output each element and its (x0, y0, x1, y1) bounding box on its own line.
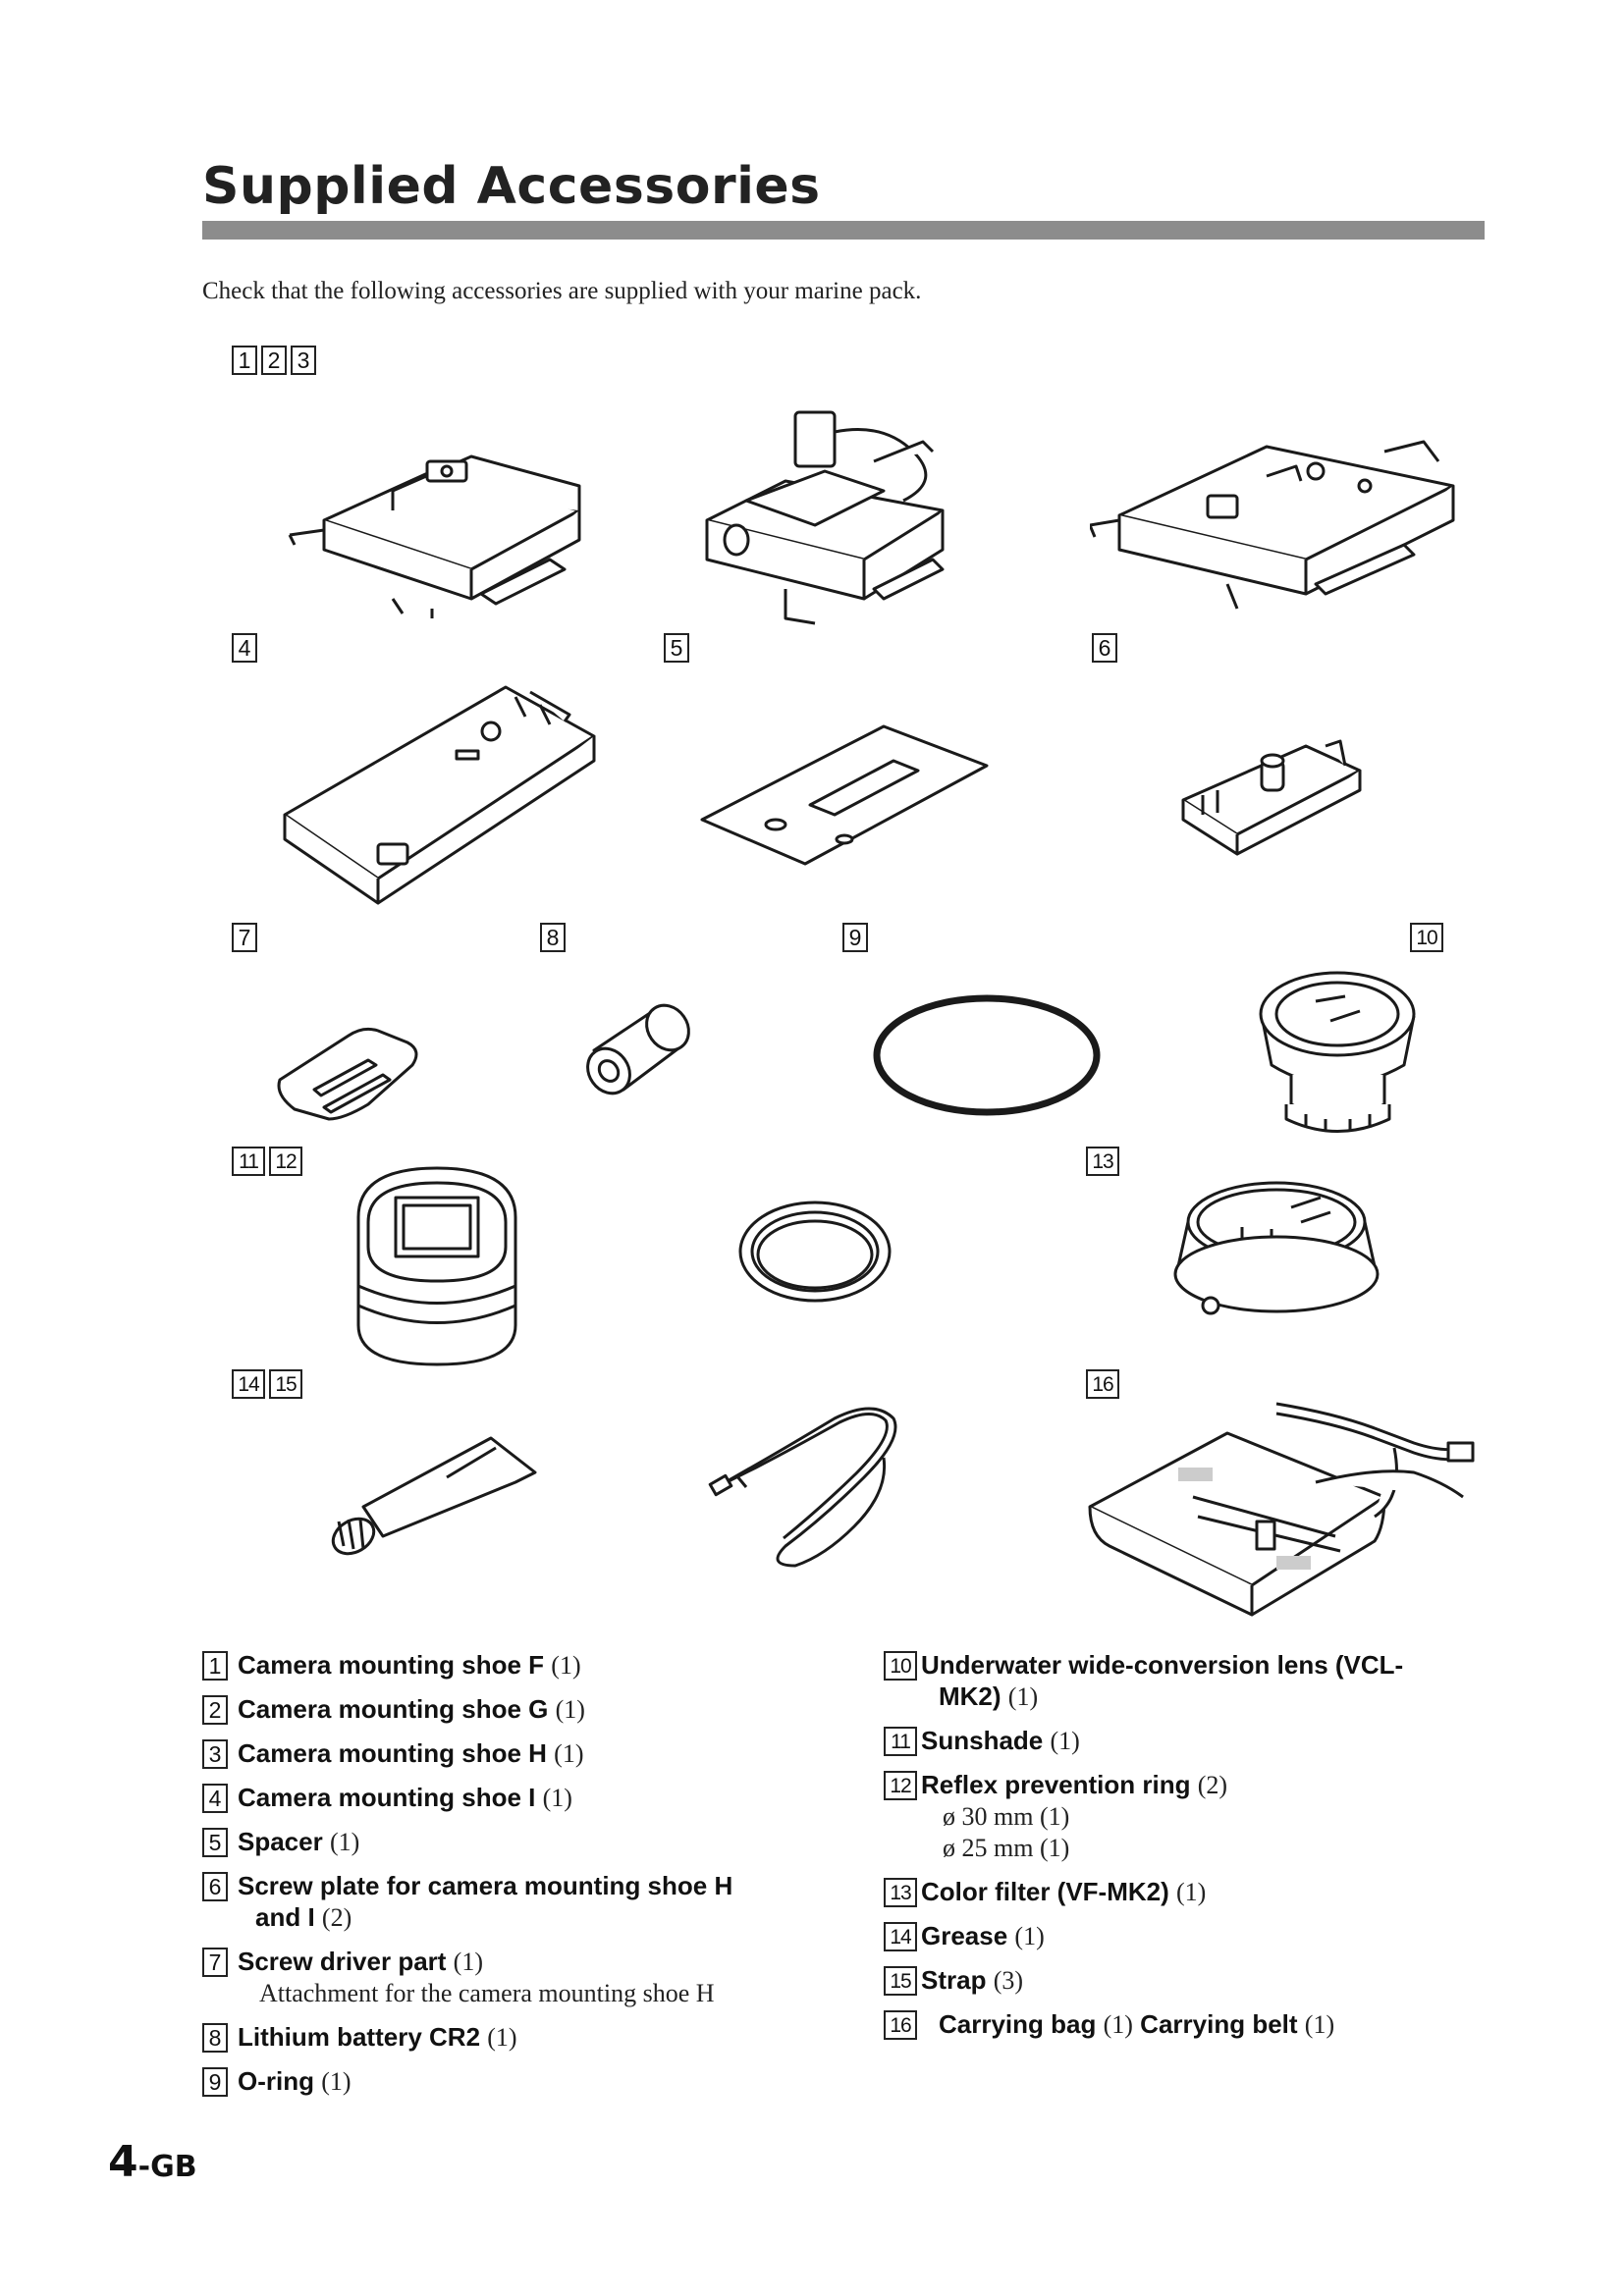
item-name: Camera mounting shoe G (238, 1694, 549, 1724)
grease-tube-illustration (324, 1423, 550, 1561)
item-name: Spacer (238, 1827, 323, 1856)
camera-mounting-shoe-h-illustration (1090, 388, 1463, 614)
item-qty: (1) (1007, 1682, 1039, 1711)
intro-text: Check that the following accessories are supplied with your marine pack. (202, 278, 922, 304)
title-rule (202, 221, 1485, 240)
item-number: 2 (202, 1695, 228, 1725)
color-filter-illustration (1164, 1168, 1389, 1325)
page-title: Supplied Accessories (202, 157, 821, 216)
list-item (884, 1725, 1473, 1757)
list-item (884, 1876, 1473, 1908)
item-name-continued: and I (255, 1902, 315, 1932)
figure-label-1: 1 (232, 346, 257, 375)
item-number: 5 (202, 1828, 228, 1857)
list-item (884, 1649, 1473, 1713)
item-note: Attachment for the camera mounting shoe H (259, 1979, 715, 2007)
wide-conversion-lens-illustration (1247, 957, 1424, 1144)
item-qty: (1) (1176, 1878, 1207, 1906)
item-number: 9 (202, 2067, 228, 2097)
label-4 (232, 633, 257, 663)
item-qty: (1) (453, 1948, 483, 1976)
item-name-continued: MK2) (939, 1682, 1001, 1711)
camera-mounting-shoe-g-illustration (687, 393, 1001, 628)
figure-label-11: 11 (232, 1147, 265, 1176)
item-name: Grease (921, 1921, 1008, 1950)
item-number: 10 (884, 1651, 917, 1681)
list-item (202, 2021, 831, 2054)
item-number: 1 (202, 1651, 228, 1681)
list-item (884, 1920, 1473, 1952)
item-qty: (1) (321, 2067, 352, 2096)
item-qty: (1) (329, 1828, 360, 1856)
figure-label-7: 7 (232, 923, 257, 952)
item-name: Screw plate for camera mounting shoe H (238, 1871, 733, 1900)
item-sub-25mm: ø 25 mm (1) (943, 1834, 1070, 1862)
list-item (884, 1769, 1473, 1864)
page-number-value: 4 (108, 2137, 138, 2187)
label-8 (540, 923, 566, 952)
figure-label-3: 3 (291, 346, 316, 375)
screw-plate-illustration (1178, 726, 1365, 864)
label-13 (1086, 1147, 1119, 1176)
carrying-bag-and-belt-illustration (1080, 1389, 1483, 1625)
figure-label-6: 6 (1092, 633, 1117, 663)
item-qty: (1) (542, 1784, 572, 1812)
item-number: 7 (202, 1948, 228, 1977)
o-ring-illustration (869, 991, 1105, 1119)
lithium-battery-illustration (579, 996, 697, 1104)
strap-illustration (707, 1399, 913, 1575)
figure-label-2: 2 (261, 346, 287, 375)
figure-label-4: 4 (232, 633, 257, 663)
item-number: 3 (202, 1739, 228, 1769)
list-item (202, 1649, 831, 1682)
accessory-list-left (202, 1649, 831, 2109)
figure-label-16: 16 (1086, 1369, 1119, 1399)
page-number-suffix: -GB (137, 2150, 197, 2184)
figure-label-13: 13 (1086, 1147, 1119, 1176)
reflex-prevention-ring-illustration (736, 1198, 893, 1306)
list-item (202, 1782, 831, 1814)
label-6 (1092, 633, 1117, 663)
item-qty: (3) (993, 1966, 1024, 1995)
sunshade-illustration (349, 1158, 525, 1369)
figure-label-10: 10 (1410, 923, 1443, 952)
page-number (108, 2137, 197, 2187)
item-name: Camera mounting shoe F (238, 1650, 545, 1680)
item-number: 6 (202, 1872, 228, 1901)
list-item (202, 1693, 831, 1726)
item-number: 16 (884, 2010, 917, 2040)
item-qty: (1) (487, 2023, 517, 2052)
label-10 (1410, 923, 1443, 952)
item-qty: (1) (551, 1651, 581, 1680)
item-number: 13 (884, 1878, 917, 1907)
accessory-list-right (884, 1649, 1473, 2053)
list-item (884, 1964, 1473, 1997)
figure-label-8: 8 (540, 923, 566, 952)
label-group-1-2-3 (232, 346, 316, 375)
item-qty: (2) (1197, 1771, 1228, 1799)
item-name: Lithium battery CR2 (238, 2022, 481, 2052)
list-item (884, 2008, 1473, 2041)
item-name: O-ring (238, 2066, 314, 2096)
spacer-illustration (697, 721, 992, 869)
item-qty: (2) (321, 1903, 352, 1932)
figure-label-5: 5 (664, 633, 689, 663)
item-qty-second: (1) (1304, 2010, 1335, 2039)
item-number: 4 (202, 1784, 228, 1813)
item-qty: (1) (1014, 1922, 1045, 1950)
item-qty: (1) (1103, 2010, 1133, 2039)
list-item (202, 1826, 831, 1858)
list-item (202, 2065, 831, 2098)
item-name: Camera mounting shoe H (238, 1738, 547, 1768)
label-group-11-12 (232, 1147, 302, 1176)
item-name: Color filter (VF-MK2) (921, 1877, 1169, 1906)
item-name: Screw driver part (238, 1947, 447, 1976)
item-name: Camera mounting shoe I (238, 1783, 536, 1812)
label-5 (664, 633, 689, 663)
camera-mounting-shoe-f-illustration (285, 412, 599, 618)
item-name: Reflex prevention ring (921, 1770, 1191, 1799)
item-name-second: Carrying belt (1140, 2009, 1298, 2039)
item-number: 12 (884, 1771, 917, 1800)
figure-label-14: 14 (232, 1369, 265, 1399)
label-7 (232, 923, 257, 952)
label-9 (842, 923, 868, 952)
item-qty: (1) (555, 1695, 585, 1724)
item-name: Strap (921, 1965, 987, 1995)
item-number: 8 (202, 2023, 228, 2053)
item-name: Sunshade (921, 1726, 1044, 1755)
item-number: 11 (884, 1727, 917, 1756)
list-item (202, 1946, 831, 2009)
item-name: Underwater wide-conversion lens (VCL- (921, 1650, 1404, 1680)
camera-mounting-shoe-i-illustration (280, 677, 604, 913)
figure-label-15: 15 (269, 1369, 302, 1399)
item-qty: (1) (554, 1739, 584, 1768)
label-group-14-15 (232, 1369, 302, 1399)
item-sub-30mm: ø 30 mm (1) (943, 1802, 1070, 1831)
list-item (202, 1737, 831, 1770)
screw-driver-part-illustration (270, 1021, 427, 1129)
item-name: Carrying bag (939, 2009, 1097, 2039)
figure-label-9: 9 (842, 923, 868, 952)
item-qty: (1) (1050, 1727, 1080, 1755)
figure-label-12: 12 (269, 1147, 302, 1176)
list-item (202, 1870, 831, 1934)
item-number: 14 (884, 1922, 917, 1951)
item-number: 15 (884, 1966, 917, 1996)
